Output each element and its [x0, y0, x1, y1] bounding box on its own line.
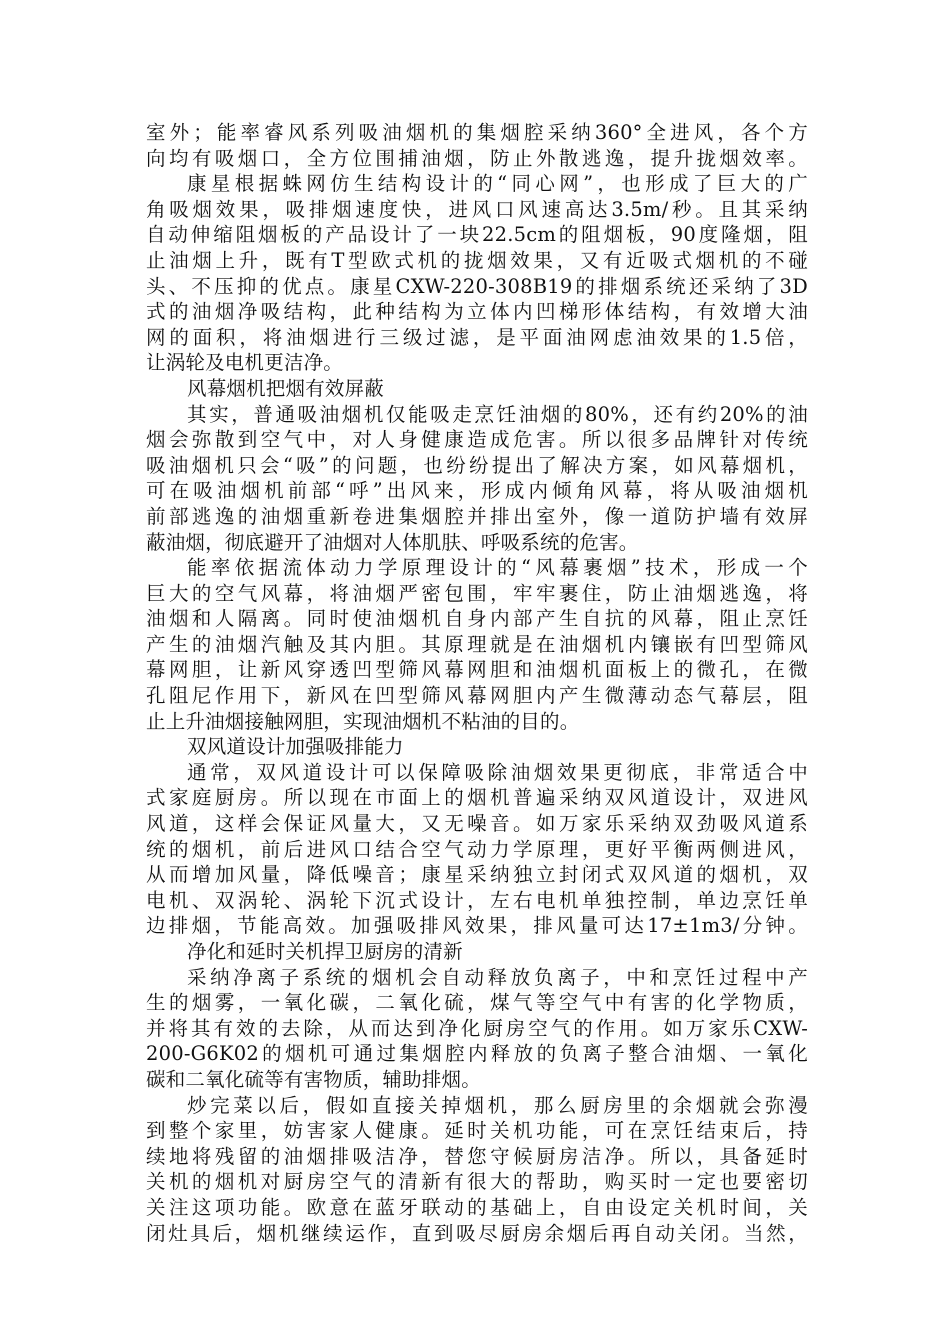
text-line: 风道，这样会保证风量大，又无噪音。如万家乐采纳双劲吸风道系 [146, 812, 808, 836]
text-line: 网的面积，将油烟进行三级过滤，是平面油网虑油效果的1.5倍， [146, 325, 808, 349]
text-line: 室外；能率睿风系列吸油烟机的集烟腔采纳360°全进风，各个方 [146, 121, 808, 144]
text-line: 烟会弥散到空气中，对人身健康造成危害。所以很多品牌针对传统 [146, 428, 808, 452]
text-line: 关注这项功能。欧意在蓝牙联动的基础上，自由设定关机时间，关 [146, 1195, 808, 1219]
text-line: 并将其有效的去除，从而达到净化厨房空气的作用。如万家乐CXW- [146, 1016, 808, 1040]
text-line: 可在吸油烟机前部“呼”出风来，形成内倾角风幕，将从吸油烟机 [146, 479, 808, 503]
text-line: 通常，双风道设计可以保障吸除油烟效果更彻底，非常适合中 [187, 760, 808, 784]
text-line: 从而增加风量，降低噪音；康星采纳独立封闭式双风道的烟机，双 [146, 863, 808, 887]
text-line: 巨大的空气风幕，将油烟严密包围，牢牢裹住，防止油烟逃逸，将 [146, 581, 808, 605]
text-line: 让涡轮及电机更洁净。 [146, 351, 344, 375]
text-line: 统的烟机，前后进风口结合空气动力学原理，更好平衡两侧进风， [146, 837, 808, 861]
text-line: 向均有吸烟口，全方位围捕油烟，防止外散逃逸，提升拢烟效率。 [146, 146, 808, 170]
text-line: 式的油烟净吸结构，此种结构为立体内凹梯形体结构，有效增大油 [146, 300, 808, 324]
text-line: 续地将残留的油烟排吸洁净，替您守候厨房洁净。所以，具备延时 [146, 1144, 808, 1168]
text-line: 角吸烟效果，吸排烟速度快，进风口风速高达3.5m/秒。且其采纳 [146, 197, 808, 221]
text-line: 康星根据蛛网仿生结构设计的“同心网”，也形成了巨大的广 [187, 172, 808, 196]
text-line: 电机、双涡轮、涡轮下沉式设计，左右电机单独控制，单边烹饪单 [146, 888, 808, 912]
text-line: 头、不压抑的优点。康星CXW-220-308B19的排烟系统还采纳了3D [146, 274, 808, 298]
text-line: 止上升油烟接触网胆，实现油烟机不粘油的目的。 [146, 709, 580, 733]
text-line: 能率依据流体动力学原理设计的“风幕裹烟”技术，形成一个 [187, 556, 808, 580]
text-line: 炒完菜以后，假如直接关掉烟机，那么厨房里的余烟就会弥漫 [187, 1093, 808, 1117]
text-line: 到整个家里，妨害家人健康。延时关机功能，可在烹饪结束后，持 [146, 1119, 808, 1143]
text-line: 蔽油烟，彻底避开了油烟对人体肌肤、呼吸系统的危害。 [146, 530, 639, 554]
text-line: 采纳净离子系统的烟机会自动释放负离子，中和烹饪过程中产 [187, 965, 808, 989]
document-body [146, 120, 808, 1246]
text-line: 200-G6K02的烟机可通过集烟腔内释放的负离子整合油烟、一氧化 [146, 1042, 808, 1066]
text-line: 碳和二氧化硫等有害物质，辅助排烟。 [146, 1067, 481, 1091]
text-line: 净化和延时关机捍卫厨房的清新 [187, 940, 463, 963]
text-line: 其实，普通吸油烟机仅能吸走烹饪油烟的80%，还有约20%的油 [187, 402, 808, 426]
text-line: 产生的油烟汽触及其内胆。其原理就是在油烟机内镶嵌有凹型筛风 [146, 632, 808, 656]
text-line: 闭灶具后，烟机继续运作，直到吸尽厨房余烟后再自动关闭。当然， [146, 1221, 808, 1245]
text-line: 边排烟，节能高效。加强吸排风效果，排风量可达17±1m3/分钟。 [146, 914, 808, 938]
text-line: 止油烟上升，既有T型欧式机的拢烟效果，又有近吸式烟机的不碰 [146, 248, 808, 272]
text-line: 风幕烟机把烟有效屏蔽 [187, 376, 385, 400]
text-line: 关机的烟机对厨房空气的清新有很大的帮助，购买时一定也要密切 [146, 1170, 808, 1194]
text-line: 双风道设计加强吸排能力 [187, 735, 404, 759]
text-line: 式家庭厨房。所以现在市面上的烟机普遍采纳双风道设计，双进风 [146, 786, 808, 810]
text-line: 孔阻尼作用下，新风在凹型筛风幕网胆内产生微薄动态气幕层，阻 [146, 684, 808, 708]
text-line: 自动伸缩阻烟板的产品设计了一块22.5cm的阻烟板，90度隆烟，阻 [146, 223, 808, 247]
text-line: 生的烟雾，一氧化碳，二氧化硫，煤气等空气中有害的化学物质， [146, 991, 808, 1015]
text-line: 前部逃逸的油烟重新卷进集烟腔并排出室外，像一道防护墙有效屏 [146, 504, 808, 528]
text-line: 吸油烟机只会“吸”的问题，也纷纷提出了解决方案，如风幕烟机， [146, 453, 808, 477]
text-line: 幕网胆，让新风穿透凹型筛风幕网胆和油烟机面板上的微孔，在微 [146, 658, 808, 682]
text-line: 油烟和人隔离。同时使油烟机自身内部产生自抗的风幕，阻止烹饪 [146, 607, 808, 631]
